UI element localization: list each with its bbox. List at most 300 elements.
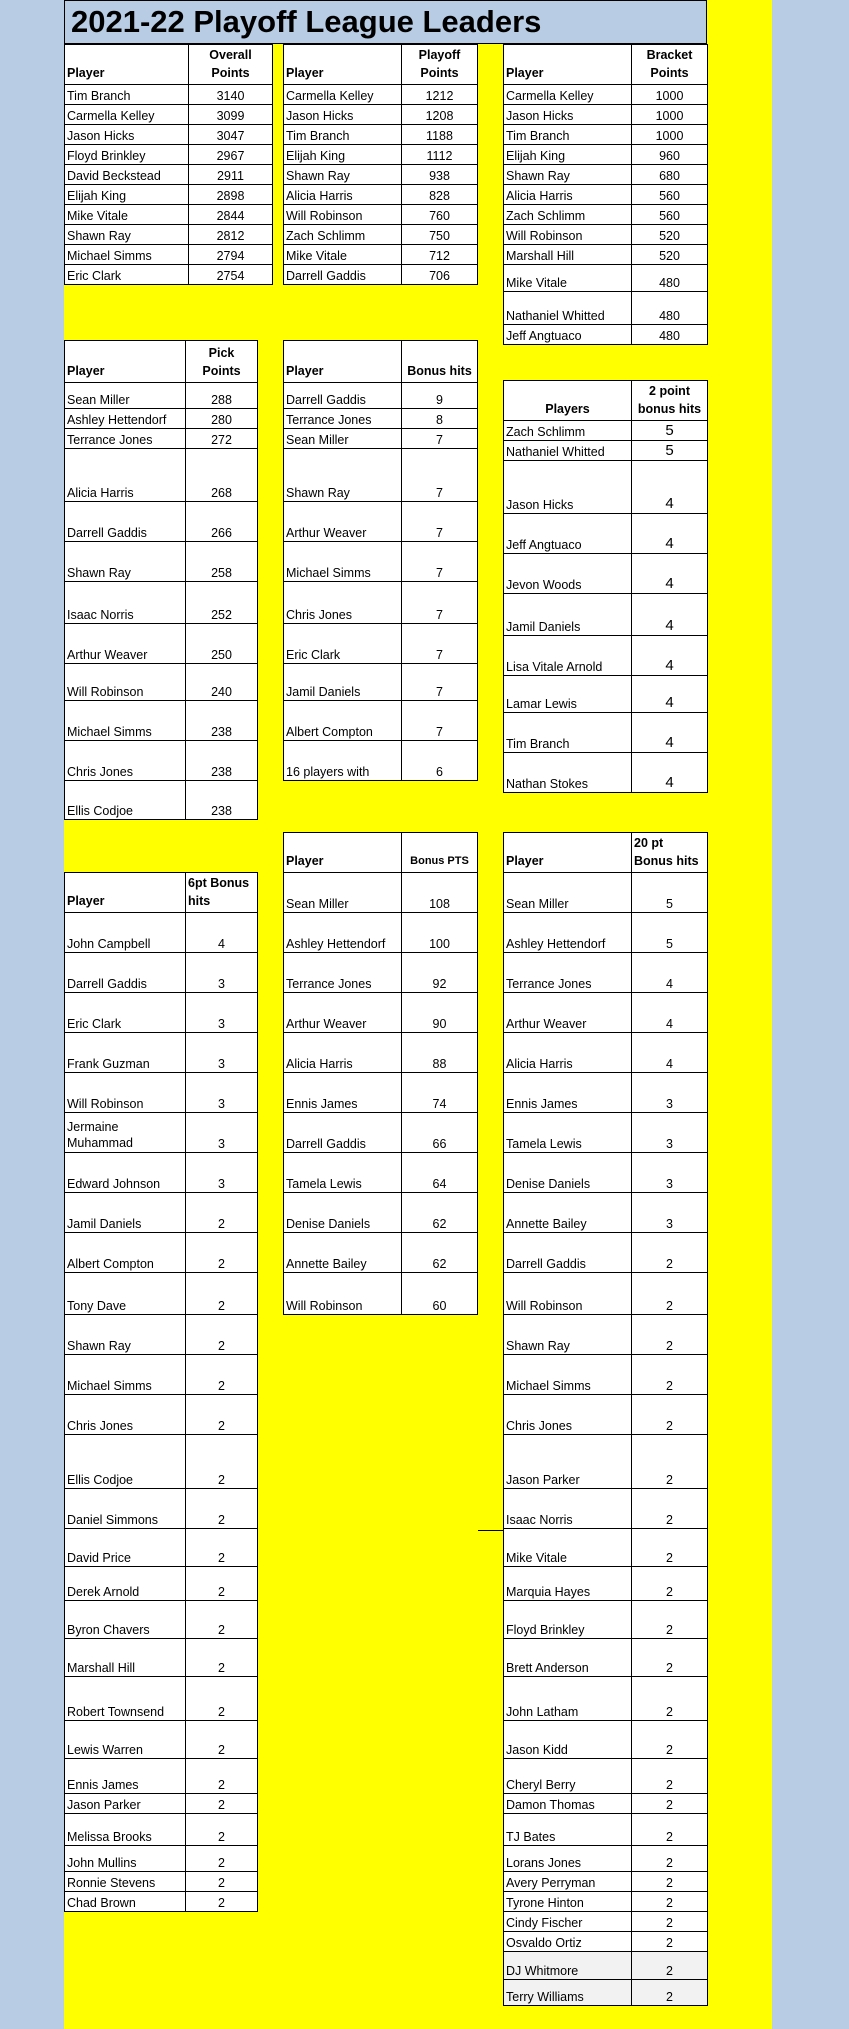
player-name: Nathaniel Whitted	[504, 441, 632, 461]
player-value: 7	[402, 664, 478, 701]
table-row	[284, 205, 478, 225]
table-row	[504, 1273, 708, 1315]
header-row	[284, 45, 478, 85]
player-value: 3140	[189, 85, 273, 105]
player-name: Mike Vitale	[504, 265, 632, 292]
player-value: 1000	[632, 105, 708, 125]
player-name: Annette Bailey	[504, 1193, 632, 1233]
player-name: Shawn Ray	[504, 1315, 632, 1355]
player-value: 4	[632, 636, 708, 676]
table-row	[284, 913, 478, 953]
header-row	[65, 45, 273, 85]
player-value: 2	[186, 1814, 258, 1846]
header-row	[284, 341, 478, 383]
table-row	[504, 1639, 708, 1677]
table-row	[504, 245, 708, 265]
player-name: Ashley Hettendorf	[65, 409, 186, 429]
player-name: Cindy Fischer	[504, 1912, 632, 1932]
player-name: Darrell Gaddis	[284, 1113, 402, 1153]
player-value: 4	[632, 514, 708, 554]
six-pt-bonus-hits-table	[64, 872, 258, 1912]
table-row	[65, 1489, 258, 1529]
player-name: Arthur Weaver	[284, 502, 402, 542]
table-row	[284, 1113, 478, 1153]
table-row	[504, 1814, 708, 1846]
table-row	[65, 502, 258, 542]
table-row	[504, 993, 708, 1033]
table-row	[504, 1529, 708, 1567]
table-row	[65, 701, 258, 741]
table-row	[65, 1529, 258, 1567]
player-value: 2	[632, 1846, 708, 1872]
table-row	[504, 1033, 708, 1073]
table-row	[65, 953, 258, 993]
player-value: 2	[632, 1952, 708, 1980]
player-name: Will Robinson	[504, 1273, 632, 1315]
header-player: Player	[65, 341, 186, 383]
player-value: 4	[632, 594, 708, 636]
player-value: 7	[402, 701, 478, 741]
player-value: 480	[632, 325, 708, 345]
player-value: 2	[632, 1639, 708, 1677]
player-name: Daniel Simmons	[65, 1489, 186, 1529]
table-row	[284, 542, 478, 582]
table-row	[504, 1872, 708, 1892]
player-value: 750	[402, 225, 478, 245]
player-name: Sean Miller	[504, 873, 632, 913]
player-name: Darrell Gaddis	[504, 1233, 632, 1273]
table-row	[504, 953, 708, 993]
table-row	[504, 421, 708, 441]
player-name: Sean Miller	[284, 873, 402, 913]
table-row	[284, 1073, 478, 1113]
player-value: 2	[632, 1932, 708, 1952]
player-name: Eric Clark	[284, 624, 402, 664]
player-value: 2898	[189, 185, 273, 205]
table-row	[284, 1193, 478, 1233]
player-value: 3	[186, 1033, 258, 1073]
table-row	[284, 225, 478, 245]
player-name: Jason Hicks	[504, 461, 632, 514]
player-name: Shawn Ray	[504, 165, 632, 185]
page-title: 2021-22 Playoff League Leaders	[64, 0, 707, 44]
player-value: 2	[632, 1567, 708, 1601]
player-value: 2	[632, 1980, 708, 2006]
player-value: 288	[186, 383, 258, 409]
table-row	[284, 993, 478, 1033]
table-row	[65, 429, 258, 449]
player-value: 2	[186, 1721, 258, 1759]
player-name: Darrell Gaddis	[284, 265, 402, 285]
player-name: Chris Jones	[284, 582, 402, 624]
player-value: 1112	[402, 145, 478, 165]
player-name: Darrell Gaddis	[65, 953, 186, 993]
player-value: 108	[402, 873, 478, 913]
player-value: 2	[186, 1395, 258, 1435]
player-name: Will Robinson	[284, 1273, 402, 1315]
player-value: 5	[632, 913, 708, 953]
player-name: Lamar Lewis	[504, 676, 632, 713]
table-row	[65, 1153, 258, 1193]
player-name: Shawn Ray	[284, 449, 402, 502]
table-row	[504, 1794, 708, 1814]
table-row	[504, 105, 708, 125]
table-row	[65, 1395, 258, 1435]
table-row	[504, 1677, 708, 1721]
player-name: Edward Johnson	[65, 1153, 186, 1193]
player-value: 5	[632, 421, 708, 441]
player-value: 2	[186, 1872, 258, 1892]
player-value: 2	[632, 1529, 708, 1567]
player-value: 520	[632, 225, 708, 245]
player-value: 560	[632, 205, 708, 225]
player-name: Arthur Weaver	[504, 993, 632, 1033]
player-value: 2	[186, 1677, 258, 1721]
table-row	[504, 225, 708, 245]
player-name: Zach Schlimm	[284, 225, 402, 245]
player-name: Tamela Lewis	[284, 1153, 402, 1193]
player-value: 2	[632, 1814, 708, 1846]
table-row	[504, 1435, 708, 1489]
player-name: Floyd Brinkley	[504, 1601, 632, 1639]
table-row	[504, 1601, 708, 1639]
player-value: 62	[402, 1193, 478, 1233]
table-row	[284, 664, 478, 701]
player-name: Nathan Stokes	[504, 753, 632, 793]
player-value: 7	[402, 624, 478, 664]
player-value: 938	[402, 165, 478, 185]
table-row	[284, 265, 478, 285]
player-value: 2	[632, 1677, 708, 1721]
player-value: 2	[186, 1489, 258, 1529]
table-row	[284, 185, 478, 205]
player-name: Robert Townsend	[65, 1677, 186, 1721]
table-row	[504, 1153, 708, 1193]
player-name: Will Robinson	[284, 205, 402, 225]
player-name: Alicia Harris	[284, 1033, 402, 1073]
player-name: Damon Thomas	[504, 1794, 632, 1814]
table-row	[284, 1273, 478, 1315]
header-row	[504, 45, 708, 85]
player-name: Tim Branch	[504, 713, 632, 753]
table-row	[65, 185, 273, 205]
table-row	[504, 1233, 708, 1273]
player-value: 66	[402, 1113, 478, 1153]
player-name: Jevon Woods	[504, 554, 632, 594]
player-name: Lewis Warren	[65, 1721, 186, 1759]
player-name: Terrance Jones	[65, 429, 186, 449]
table-row	[504, 676, 708, 713]
player-value: 3	[186, 1153, 258, 1193]
player-value: 64	[402, 1153, 478, 1193]
player-name: Isaac Norris	[504, 1489, 632, 1529]
table-row	[65, 265, 273, 285]
stray-border-line	[478, 1530, 504, 1531]
table-row	[65, 1435, 258, 1489]
player-name: Chris Jones	[504, 1395, 632, 1435]
player-value: 960	[632, 145, 708, 165]
player-name: Zach Schlimm	[504, 421, 632, 441]
player-name: Jason Hicks	[504, 105, 632, 125]
table-row	[65, 1892, 258, 1912]
player-value: 760	[402, 205, 478, 225]
player-name: Floyd Brinkley	[65, 145, 189, 165]
player-name: Albert Compton	[65, 1233, 186, 1273]
player-name: John Latham	[504, 1677, 632, 1721]
table-row	[504, 1892, 708, 1912]
player-name: Ennis James	[284, 1073, 402, 1113]
player-value: 4	[632, 1033, 708, 1073]
player-name: Jason Hicks	[65, 125, 189, 145]
table-row	[65, 125, 273, 145]
table-row	[284, 145, 478, 165]
header-value: 20 pt Bonus hits	[632, 833, 708, 873]
player-name: Ennis James	[504, 1073, 632, 1113]
player-name: Mike Vitale	[284, 245, 402, 265]
table-row	[65, 1073, 258, 1113]
player-name: Mike Vitale	[65, 205, 189, 225]
table-row	[65, 449, 258, 502]
player-value: 2	[632, 1872, 708, 1892]
player-name: Elijah King	[504, 145, 632, 165]
table-row	[65, 1846, 258, 1872]
player-value: 2	[632, 1794, 708, 1814]
player-value: 1000	[632, 125, 708, 145]
player-name: Denise Daniels	[504, 1153, 632, 1193]
player-name: Elijah King	[65, 185, 189, 205]
table-row	[284, 873, 478, 913]
player-name: Jeff Angtuaco	[504, 325, 632, 345]
player-value: 7	[402, 449, 478, 502]
table-row	[65, 1872, 258, 1892]
twenty-pt-bonus-hits-table	[503, 832, 708, 2006]
player-value: 4	[632, 953, 708, 993]
player-name: Ellis Codjoe	[65, 781, 186, 820]
table-row	[65, 1759, 258, 1794]
player-name: Denise Daniels	[284, 1193, 402, 1233]
table-row	[284, 409, 478, 429]
player-name: Carmella Kelley	[284, 85, 402, 105]
table-row	[65, 582, 258, 624]
player-name: Marshall Hill	[504, 245, 632, 265]
player-name: Tamela Lewis	[504, 1113, 632, 1153]
table-row	[504, 636, 708, 676]
table-row	[504, 85, 708, 105]
player-name: Jamil Daniels	[284, 664, 402, 701]
table-row	[284, 449, 478, 502]
player-value: 2	[186, 1601, 258, 1639]
table-row	[504, 554, 708, 594]
player-value: 520	[632, 245, 708, 265]
table-row	[504, 873, 708, 913]
player-value: 3	[632, 1113, 708, 1153]
player-value: 1000	[632, 85, 708, 105]
player-value: 2794	[189, 245, 273, 265]
player-value: 2	[186, 1892, 258, 1912]
table-row	[504, 1912, 708, 1932]
table-row	[504, 1489, 708, 1529]
player-value: 480	[632, 292, 708, 325]
player-value: 480	[632, 265, 708, 292]
player-value: 240	[186, 664, 258, 701]
player-name: TJ Bates	[504, 1814, 632, 1846]
player-value: 680	[632, 165, 708, 185]
bracket-points-table	[503, 44, 708, 345]
player-name: Lisa Vitale Arnold	[504, 636, 632, 676]
player-value: 90	[402, 993, 478, 1033]
player-name: Jamil Daniels	[65, 1193, 186, 1233]
table-row	[65, 225, 273, 245]
player-value: 74	[402, 1073, 478, 1113]
player-name: DJ Whitmore	[504, 1952, 632, 1980]
header-row	[504, 381, 708, 421]
player-value: 2	[186, 1794, 258, 1814]
player-value: 266	[186, 502, 258, 542]
player-value: 100	[402, 913, 478, 953]
header-value: 2 point bonus hits	[632, 381, 708, 421]
table-row	[65, 1677, 258, 1721]
player-value: 2754	[189, 265, 273, 285]
table-row	[504, 185, 708, 205]
table-row	[504, 1567, 708, 1601]
table-row	[504, 145, 708, 165]
player-name: Brett Anderson	[504, 1639, 632, 1677]
table-row	[504, 165, 708, 185]
header-value: Bracket Points	[632, 45, 708, 85]
player-value: 2	[186, 1435, 258, 1489]
player-value: 280	[186, 409, 258, 429]
table-row	[284, 701, 478, 741]
header-player: Player	[504, 45, 632, 85]
player-name: Annette Bailey	[284, 1233, 402, 1273]
table-row	[65, 165, 273, 185]
table-row	[504, 1193, 708, 1233]
header-player: Player	[284, 45, 402, 85]
table-row	[504, 1113, 708, 1153]
player-value: 2	[186, 1846, 258, 1872]
player-value: 2	[186, 1315, 258, 1355]
table-row	[65, 1814, 258, 1846]
player-name: Ronnie Stevens	[65, 1872, 186, 1892]
player-value: 2	[632, 1489, 708, 1529]
table-row	[65, 1273, 258, 1315]
player-name: Terry Williams	[504, 1980, 632, 2006]
player-name: Jason Parker	[65, 1794, 186, 1814]
player-value: 4	[186, 913, 258, 953]
table-row	[504, 1932, 708, 1952]
player-value: 238	[186, 781, 258, 820]
player-value: 2	[186, 1193, 258, 1233]
player-name: Chris Jones	[65, 1395, 186, 1435]
playoff-points-table	[283, 44, 478, 285]
player-value: 1188	[402, 125, 478, 145]
player-name: Carmella Kelley	[504, 85, 632, 105]
table-row	[65, 1721, 258, 1759]
player-value: 2	[186, 1273, 258, 1315]
player-value: 2	[632, 1721, 708, 1759]
player-name: Michael Simms	[65, 245, 189, 265]
table-row	[65, 1601, 258, 1639]
table-row	[504, 265, 708, 292]
table-row	[65, 1233, 258, 1273]
player-value: 2	[632, 1273, 708, 1315]
player-value: 2812	[189, 225, 273, 245]
header-player: Players	[504, 381, 632, 421]
table-row	[504, 125, 708, 145]
player-name: Nathaniel Whitted	[504, 292, 632, 325]
player-name: Will Robinson	[65, 1073, 186, 1113]
player-value: 7	[402, 502, 478, 542]
player-value: 2	[632, 1355, 708, 1395]
player-value: 2	[186, 1639, 258, 1677]
player-value: 2911	[189, 165, 273, 185]
player-name: Terrance Jones	[284, 409, 402, 429]
player-value: 258	[186, 542, 258, 582]
player-name: Tyrone Hinton	[504, 1892, 632, 1912]
player-name: Eric Clark	[65, 265, 189, 285]
table-row	[284, 502, 478, 542]
table-row	[284, 245, 478, 265]
table-row	[504, 1073, 708, 1113]
player-name: Alicia Harris	[504, 185, 632, 205]
player-name: Albert Compton	[284, 701, 402, 741]
player-name: Tim Branch	[65, 85, 189, 105]
player-name: Tim Branch	[504, 125, 632, 145]
player-value: 560	[632, 185, 708, 205]
player-value: 62	[402, 1233, 478, 1273]
player-value: 2	[186, 1759, 258, 1794]
table-row	[284, 624, 478, 664]
player-name: Sean Miller	[65, 383, 186, 409]
player-name: Ellis Codjoe	[65, 1435, 186, 1489]
player-value: 4	[632, 993, 708, 1033]
player-value: 5	[632, 873, 708, 913]
player-name: Lorans Jones	[504, 1846, 632, 1872]
player-value: 3	[186, 1073, 258, 1113]
player-name: Jamil Daniels	[504, 594, 632, 636]
player-name: Shawn Ray	[284, 165, 402, 185]
table-row	[65, 1794, 258, 1814]
player-name: Marshall Hill	[65, 1639, 186, 1677]
table-row	[504, 713, 708, 753]
two-point-bonus-hits-table	[503, 380, 708, 793]
player-name: Cheryl Berry	[504, 1759, 632, 1794]
player-value: 4	[632, 461, 708, 514]
player-value: 6	[402, 741, 478, 781]
overall-points-table	[64, 44, 273, 285]
player-value: 3047	[189, 125, 273, 145]
player-name: Derek Arnold	[65, 1567, 186, 1601]
player-name: Jason Parker	[504, 1435, 632, 1489]
player-value: 238	[186, 741, 258, 781]
table-row	[65, 409, 258, 429]
table-row	[284, 1233, 478, 1273]
player-value: 2	[186, 1233, 258, 1273]
table-row	[284, 383, 478, 409]
player-name: John Mullins	[65, 1846, 186, 1872]
player-value: 250	[186, 624, 258, 664]
player-value: 3	[632, 1193, 708, 1233]
left-margin-band	[0, 0, 64, 2029]
table-row	[504, 292, 708, 325]
table-row	[504, 913, 708, 953]
player-name: Arthur Weaver	[284, 993, 402, 1033]
table-row	[284, 125, 478, 145]
player-value: 268	[186, 449, 258, 502]
table-row	[284, 429, 478, 449]
header-row	[284, 833, 478, 873]
table-row	[504, 205, 708, 225]
